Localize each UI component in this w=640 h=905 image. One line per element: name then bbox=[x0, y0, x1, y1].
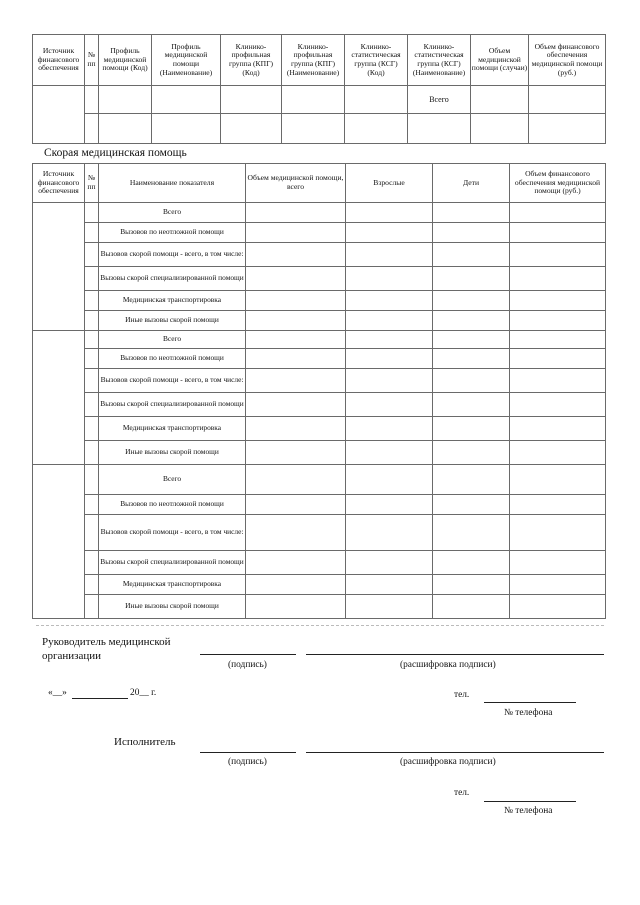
table-cell bbox=[510, 291, 606, 311]
header-cell: Клинико-профильная группа (КПГ) (Наименование) bbox=[282, 35, 345, 86]
table-cell bbox=[433, 417, 510, 441]
indicator-name: Вызовы скорой специализированной помощи bbox=[99, 551, 246, 575]
table-cell bbox=[246, 311, 346, 331]
scan-divider bbox=[36, 625, 604, 626]
indicator-name: Вызовов скорой помощи - всего, в том числе: bbox=[99, 515, 246, 551]
header-cell: Профиль медицинской помощи (Наименование) bbox=[152, 35, 221, 86]
table-cell bbox=[346, 441, 433, 465]
indicator-name: Вызовов по неотложной помощи bbox=[99, 349, 246, 369]
table-cell bbox=[433, 311, 510, 331]
table-cell bbox=[433, 551, 510, 575]
table-cell bbox=[345, 86, 408, 114]
executor-title: Исполнитель bbox=[114, 736, 176, 748]
table-cell bbox=[433, 203, 510, 223]
table-cell bbox=[433, 267, 510, 291]
indicator-name: Вызовы скорой специализированной помощи bbox=[99, 267, 246, 291]
table-cell bbox=[246, 203, 346, 223]
table-cell bbox=[346, 223, 433, 243]
indicator-name: Всего bbox=[99, 331, 246, 349]
table-row bbox=[33, 495, 606, 515]
table-cell bbox=[346, 465, 433, 495]
table-cell bbox=[510, 551, 606, 575]
source-cell bbox=[33, 203, 85, 331]
table-cell bbox=[85, 311, 99, 331]
table-cell bbox=[221, 86, 282, 114]
table-cell bbox=[246, 243, 346, 267]
table-cell bbox=[510, 331, 606, 349]
table-cell bbox=[433, 393, 510, 417]
date-day: «__» bbox=[48, 688, 67, 698]
indicator-name: Медицинская транспортировка bbox=[99, 575, 246, 595]
table-cell bbox=[85, 114, 99, 144]
total-label: Всего bbox=[408, 86, 471, 114]
indicator-name: Медицинская транспортировка bbox=[99, 417, 246, 441]
executor-signature-line bbox=[200, 752, 296, 753]
date-year: 20__ г. bbox=[130, 688, 157, 698]
table-row bbox=[33, 243, 606, 267]
indicator-name: Иные вызовы скорой помощи bbox=[99, 311, 246, 331]
table-header-row bbox=[33, 164, 606, 203]
clinical-groups-table bbox=[32, 34, 606, 144]
header-cell: Клинико-статистическая группа (КСГ) (Код) bbox=[345, 35, 408, 86]
table-cell bbox=[246, 575, 346, 595]
header-cell: № пп bbox=[85, 164, 99, 203]
table-cell bbox=[433, 575, 510, 595]
table-cell bbox=[99, 86, 152, 114]
table-cell bbox=[345, 114, 408, 144]
table-cell bbox=[246, 223, 346, 243]
table-cell bbox=[85, 417, 99, 441]
table-row bbox=[33, 575, 606, 595]
table-cell bbox=[282, 86, 345, 114]
table-cell bbox=[246, 331, 346, 349]
ambulance-table bbox=[32, 163, 606, 619]
table-cell bbox=[346, 369, 433, 393]
header-cell: № пп bbox=[85, 35, 99, 86]
table-cell bbox=[85, 291, 99, 311]
table-cell bbox=[246, 465, 346, 495]
table-cell bbox=[433, 465, 510, 495]
table-cell bbox=[85, 551, 99, 575]
table-cell bbox=[246, 441, 346, 465]
table-cell bbox=[85, 203, 99, 223]
table-cell bbox=[346, 495, 433, 515]
signature-caption: (подпись) bbox=[228, 660, 267, 670]
section-title: Скорая медицинская помощь bbox=[44, 147, 187, 159]
header-cell: Источник финансового обеспечения bbox=[33, 35, 85, 86]
table-cell bbox=[85, 393, 99, 417]
table-row bbox=[33, 223, 606, 243]
table-row bbox=[33, 595, 606, 619]
table-cell bbox=[471, 86, 529, 114]
head-title-cont: организации bbox=[42, 650, 102, 662]
table-cell bbox=[246, 495, 346, 515]
indicator-name: Вызовов скорой помощи - всего, в том числе: bbox=[99, 369, 246, 393]
table-cell bbox=[99, 114, 152, 144]
table-cell bbox=[433, 441, 510, 465]
header-cell: Наименование показателя bbox=[99, 164, 246, 203]
table-cell bbox=[433, 515, 510, 551]
phone-label: тел. bbox=[454, 788, 470, 798]
decoding-caption: (расшифровка подписи) bbox=[400, 757, 496, 767]
table-cell bbox=[433, 291, 510, 311]
table-header-row bbox=[33, 35, 606, 86]
head-decoding-line bbox=[306, 654, 604, 655]
table-cell bbox=[85, 515, 99, 551]
table-cell bbox=[85, 243, 99, 267]
table-row bbox=[33, 417, 606, 441]
table-cell bbox=[246, 595, 346, 619]
table-cell bbox=[433, 223, 510, 243]
table-cell bbox=[510, 441, 606, 465]
table-cell bbox=[85, 441, 99, 465]
table-row bbox=[33, 267, 606, 291]
table-cell bbox=[433, 349, 510, 369]
table-cell bbox=[510, 575, 606, 595]
table-cell bbox=[346, 575, 433, 595]
table-cell bbox=[510, 223, 606, 243]
header-cell: Объем медицинской помощи (случаи) bbox=[471, 35, 529, 86]
table-cell bbox=[529, 114, 606, 144]
table-cell bbox=[346, 203, 433, 223]
indicator-name: Вызовов по неотложной помощи bbox=[99, 223, 246, 243]
header-cell: Объем финансового обеспечения медицинской помощи (руб.) bbox=[510, 164, 606, 203]
table-cell bbox=[33, 86, 85, 144]
table-cell bbox=[85, 349, 99, 369]
indicator-name: Иные вызовы скорой помощи bbox=[99, 441, 246, 465]
phone-label: тел. bbox=[454, 690, 470, 700]
indicator-name: Вызовы скорой специализированной помощи bbox=[99, 393, 246, 417]
table-cell bbox=[85, 369, 99, 393]
table-cell bbox=[246, 369, 346, 393]
table-cell bbox=[433, 369, 510, 393]
table-cell bbox=[510, 349, 606, 369]
table-cell bbox=[510, 369, 606, 393]
table-cell bbox=[471, 114, 529, 144]
table-row bbox=[33, 114, 606, 144]
table-cell bbox=[246, 291, 346, 311]
indicator-name: Медицинская транспортировка bbox=[99, 291, 246, 311]
table-cell bbox=[510, 243, 606, 267]
table-cell bbox=[346, 243, 433, 267]
table-cell bbox=[346, 515, 433, 551]
header-cell: Клинико-статистическая группа (КСГ) (Наименование) bbox=[408, 35, 471, 86]
date-month-line bbox=[72, 698, 128, 699]
table-cell bbox=[510, 203, 606, 223]
table-cell bbox=[433, 331, 510, 349]
executor-decoding-line bbox=[306, 752, 604, 753]
table-cell bbox=[246, 417, 346, 441]
header-cell: Источник финансового обеспечения bbox=[33, 164, 85, 203]
indicator-name: Вызовов скорой помощи - всего, в том числе: bbox=[99, 243, 246, 267]
table-cell bbox=[510, 311, 606, 331]
table-cell bbox=[346, 267, 433, 291]
table-cell bbox=[152, 86, 221, 114]
table-row bbox=[33, 441, 606, 465]
table-cell bbox=[510, 495, 606, 515]
head-title: Руководитель медицинской bbox=[42, 636, 171, 648]
header-cell: Профиль медицинской помощи (Код) bbox=[99, 35, 152, 86]
table-cell bbox=[510, 465, 606, 495]
table-cell bbox=[152, 114, 221, 144]
table-cell bbox=[246, 515, 346, 551]
indicator-name: Иные вызовы скорой помощи bbox=[99, 595, 246, 619]
head-phone-line bbox=[484, 702, 576, 703]
table-cell bbox=[85, 86, 99, 114]
table-cell bbox=[85, 495, 99, 515]
table-cell bbox=[282, 114, 345, 144]
header-cell: Дети bbox=[433, 164, 510, 203]
table-cell bbox=[510, 515, 606, 551]
table-row bbox=[33, 393, 606, 417]
table-row bbox=[33, 203, 606, 223]
table-cell bbox=[246, 267, 346, 291]
table-cell bbox=[510, 393, 606, 417]
head-signature-line bbox=[200, 654, 296, 655]
indicator-name: Всего bbox=[99, 203, 246, 223]
header-cell: Клинико-профильная группа (КПГ) (Код) bbox=[221, 35, 282, 86]
phone-caption: № телефона bbox=[504, 708, 553, 718]
table-cell bbox=[433, 243, 510, 267]
table-cell bbox=[246, 551, 346, 575]
table-cell bbox=[510, 267, 606, 291]
header-cell: Объем медицинской помощи, всего bbox=[246, 164, 346, 203]
table-cell bbox=[85, 575, 99, 595]
table-row bbox=[33, 465, 606, 495]
table-row bbox=[33, 369, 606, 393]
table-cell bbox=[346, 393, 433, 417]
header-cell: Объем финансового обеспечения медицинской помощи (руб.) bbox=[529, 35, 606, 86]
source-cell bbox=[33, 465, 85, 619]
table-cell bbox=[529, 86, 606, 114]
table-cell bbox=[85, 267, 99, 291]
table-cell bbox=[433, 595, 510, 619]
table-cell bbox=[346, 331, 433, 349]
indicator-name: Вызовов по неотложной помощи bbox=[99, 495, 246, 515]
table-row bbox=[33, 551, 606, 575]
table-row bbox=[33, 515, 606, 551]
phone-caption: № телефона bbox=[504, 806, 553, 816]
table-cell bbox=[346, 291, 433, 311]
table-row bbox=[33, 331, 606, 349]
table-row bbox=[33, 86, 606, 114]
table-cell bbox=[346, 311, 433, 331]
indicator-name: Всего bbox=[99, 465, 246, 495]
source-cell bbox=[33, 331, 85, 465]
table-cell bbox=[85, 465, 99, 495]
table-cell bbox=[433, 495, 510, 515]
header-cell: Взрослые bbox=[346, 164, 433, 203]
table-cell bbox=[510, 595, 606, 619]
signature-caption: (подпись) bbox=[228, 757, 267, 767]
table-cell bbox=[85, 331, 99, 349]
table-cell bbox=[85, 595, 99, 619]
decoding-caption: (расшифровка подписи) bbox=[400, 660, 496, 670]
table-cell bbox=[346, 551, 433, 575]
table-row bbox=[33, 349, 606, 369]
table-cell bbox=[346, 595, 433, 619]
table-row bbox=[33, 291, 606, 311]
table-row bbox=[33, 311, 606, 331]
executor-phone-line bbox=[484, 801, 576, 802]
table-cell bbox=[246, 393, 346, 417]
table-cell bbox=[408, 114, 471, 144]
table-cell bbox=[346, 417, 433, 441]
table-cell bbox=[221, 114, 282, 144]
table-cell bbox=[85, 223, 99, 243]
table-cell bbox=[510, 417, 606, 441]
table-cell bbox=[246, 349, 346, 369]
table-cell bbox=[346, 349, 433, 369]
